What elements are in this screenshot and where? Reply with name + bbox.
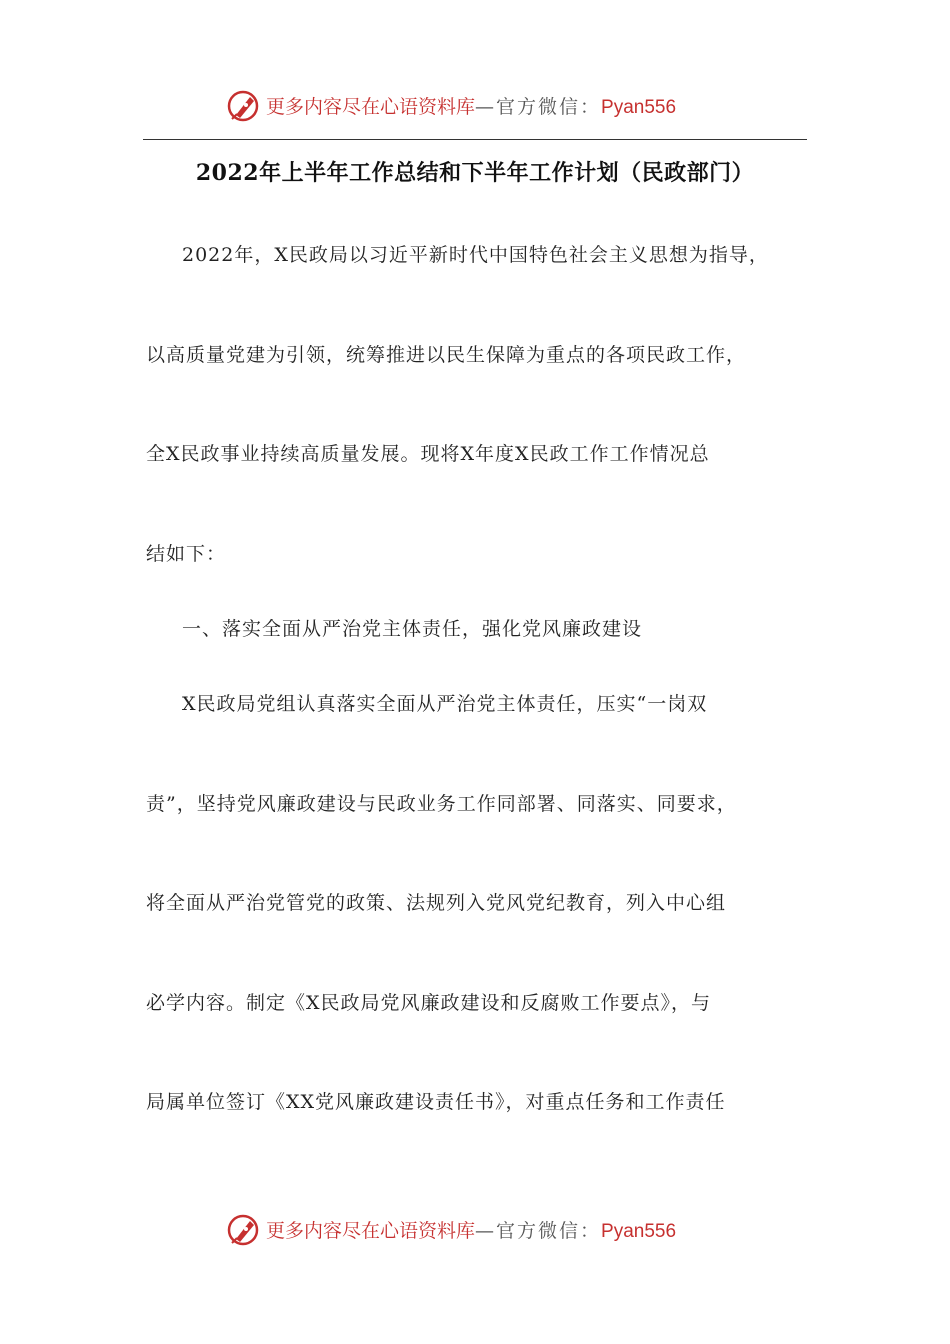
section-heading: 一、落实全面从严治党主体责任，强化党风廉政建设: [182, 618, 643, 640]
banner-text: [266, 92, 676, 119]
paragraph-line: 必学内容。制定《X民政局党风廉政建设和反腐败工作要点》，与: [146, 992, 712, 1014]
header-banner: [0, 86, 950, 126]
pen-nib-logo-icon: [226, 88, 262, 124]
banner-wechat-label: —官方微信：: [475, 96, 602, 118]
banner-wechat-label: —官方微信：: [475, 1220, 602, 1242]
banner-slogan: 更多内容尽在心语资料库: [266, 96, 476, 118]
banner-wechat-id: Pyan556: [601, 1221, 677, 1242]
paragraph-line: 全X民政事业持续高质量发展。现将X年度X民政工作工作情况总: [146, 443, 710, 465]
paragraph-line: 结如下：: [146, 543, 227, 565]
footer-banner: [0, 1210, 950, 1250]
paragraph-line: 2022年，X民政局以习近平新时代中国特色社会主义思想为指导，: [182, 244, 769, 266]
banner-wechat-id: Pyan556: [601, 97, 677, 118]
paragraph-line: 以高质量党建为引领，统筹推进以民生保障为重点的各项民政工作，: [146, 344, 747, 366]
document-title: 2022年上半年工作总结和下半年工作计划（民政部门）: [195, 160, 755, 186]
paragraph-line: X民政局党组认真落实全面从严治党主体责任，压实“一岗双: [182, 693, 708, 715]
banner-text: [266, 1216, 676, 1243]
paragraph-line: 局属单位签订《XX党风廉政建设责任书》，对重点任务和工作责任: [146, 1091, 726, 1113]
pen-nib-logo-icon: [226, 1212, 262, 1248]
banner-slogan: 更多内容尽在心语资料库: [266, 1220, 476, 1242]
paragraph-line: 责”，坚持党风廉政建设与民政业务工作同部署、同落实、同要求，: [146, 793, 737, 815]
header-divider: [143, 139, 807, 140]
paragraph-line: 将全面从严治党管党的政策、法规列入党风党纪教育，列入中心组: [146, 892, 727, 914]
